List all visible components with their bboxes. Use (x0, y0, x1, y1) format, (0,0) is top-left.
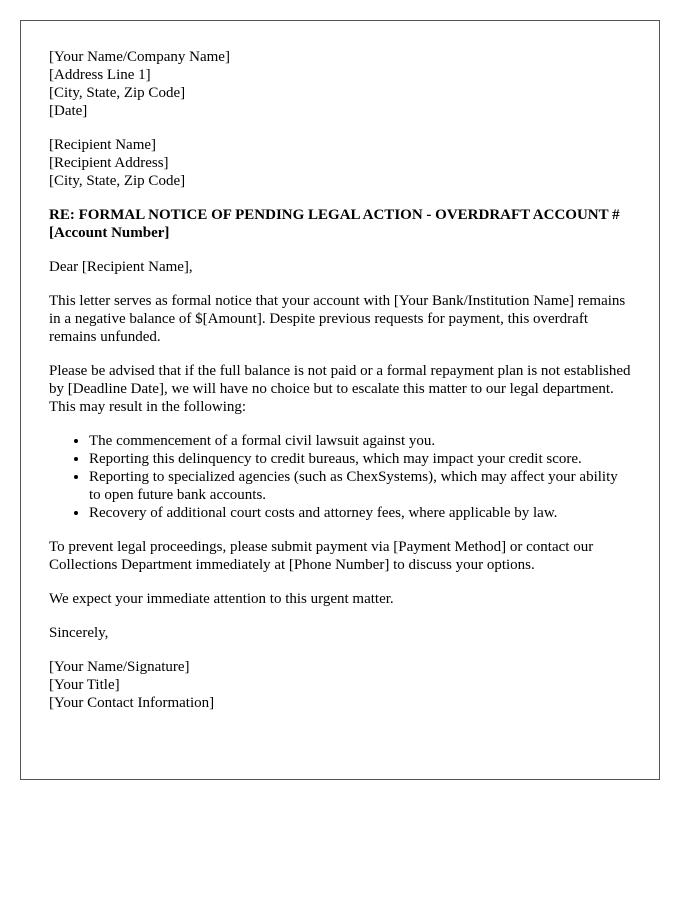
letter-page (20, 20, 660, 780)
sender-block (49, 48, 631, 120)
list-item: • The commencement of a formal civil lawsuit against you. (89, 432, 631, 450)
recipient-block (49, 136, 631, 190)
sender-name: [Your Name/Company Name] (49, 49, 230, 65)
body-paragraph-payment: To prevent legal proceedings, please submit payment via [Payment Method] or contact our Collections Department immediately at [Phone Number] to discuss your options. (49, 539, 594, 573)
signature-name: [Your Name/Signature] (49, 659, 190, 675)
body-paragraph-attention: We expect your immediate attention to this urgent matter. (49, 591, 394, 607)
body-paragraph-warning: Please be advised that if the full balance is not paid or a formal repayment plan is not established by [Deadline Date], we will have no choice but to escalate this matter to our legal department. This may result in the following: (49, 363, 631, 415)
subject-line: RE: FORMAL NOTICE OF PENDING LEGAL ACTION - OVERDRAFT ACCOUNT #[Account Number] (49, 207, 620, 241)
salutation: Dear [Recipient Name], (49, 259, 193, 275)
signature-block (49, 658, 631, 712)
recipient-city-state-zip: [City, State, Zip Code] (49, 173, 186, 189)
sender-city-state-zip: [City, State, Zip Code] (49, 85, 186, 101)
consequences-list (49, 432, 631, 522)
list-item: • Reporting this delinquency to credit bureaus, which may impact your credit score. (89, 450, 631, 468)
sender-address: [Address Line 1] (49, 67, 151, 83)
body-paragraph-notice: This letter serves as formal notice that your account with [Your Bank/Institution Name] remains in a negative balance of $[Amount]. Despite previous requests for payment, this overdraft remains unfunded. (49, 293, 626, 345)
list-item: • Recovery of additional court costs and attorney fees, where applicable by law. (89, 504, 631, 522)
recipient-name: [Recipient Name] (49, 137, 157, 153)
signature-contact: [Your Contact Information] (49, 695, 215, 711)
letter-date: [Date] (49, 103, 88, 119)
sign-off: Sincerely, (49, 625, 109, 641)
recipient-address: [Recipient Address] (49, 155, 169, 171)
signature-title: [Your Title] (49, 677, 120, 693)
list-item: • Reporting to specialized agencies (such as ChexSystems), which may affect your ability to open future bank accounts. (89, 468, 631, 504)
